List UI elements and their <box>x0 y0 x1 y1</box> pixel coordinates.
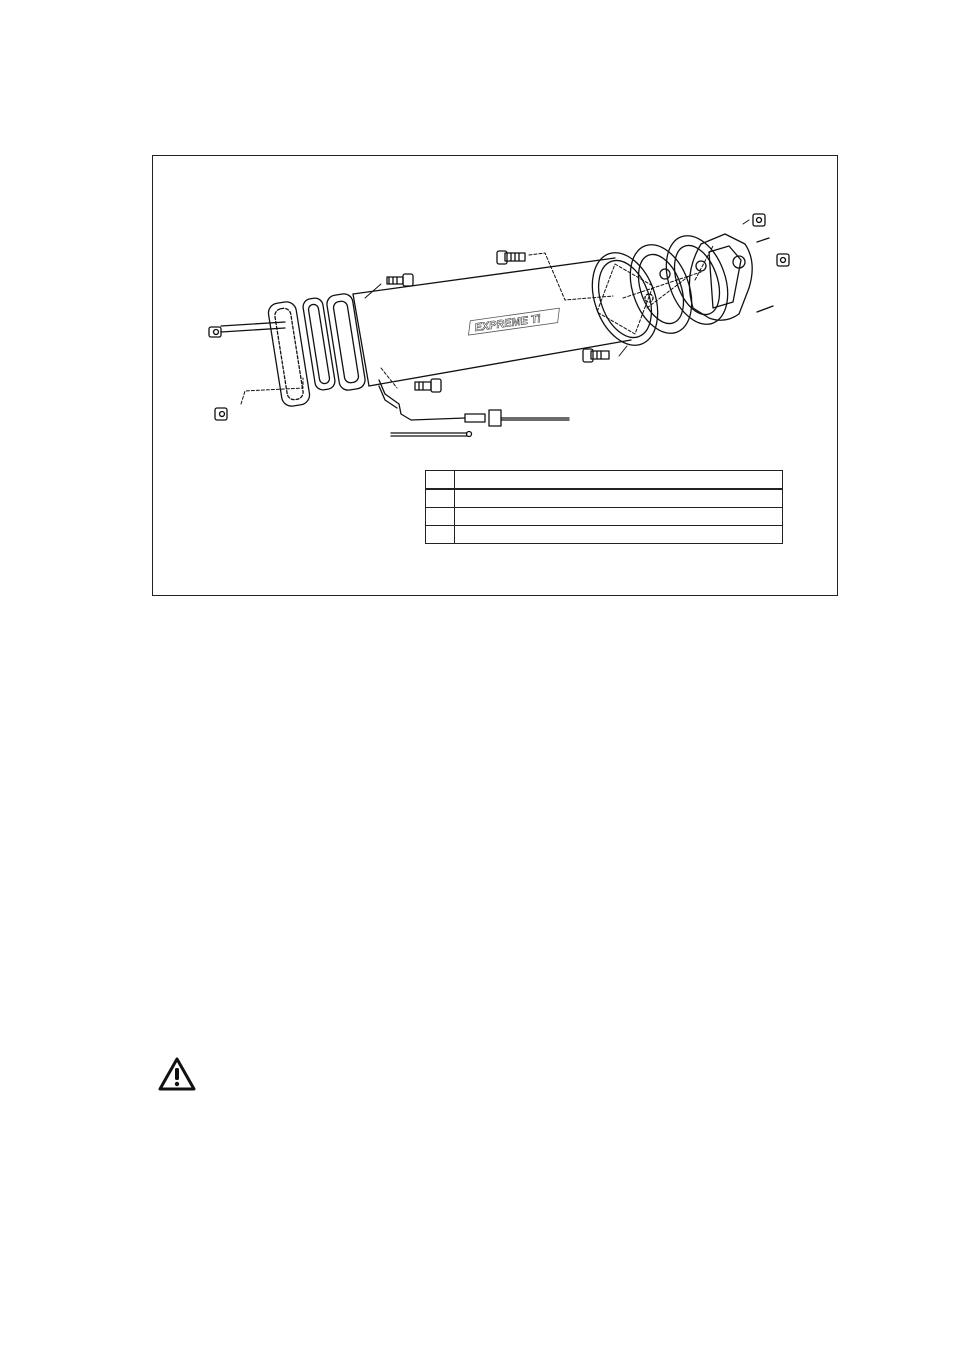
parts-table <box>425 470 783 544</box>
lower-mount-bolt-icon <box>415 379 441 392</box>
figure-frame <box>152 155 838 596</box>
right-mating-flange <box>689 234 752 320</box>
left-rod <box>221 322 285 332</box>
center-top-bolt-icon <box>497 251 525 264</box>
table-cell-name <box>455 508 783 526</box>
table-cell-name <box>455 526 783 544</box>
right-lower-bolt-icon <box>583 349 609 362</box>
right-flange-gasket-3 <box>655 227 739 333</box>
brand-logo <box>467 308 562 335</box>
cable-tie-icon <box>391 432 472 437</box>
parts-table-header-no <box>426 471 455 490</box>
table-row <box>426 526 783 544</box>
left-upper-nut-icon <box>209 327 221 337</box>
right-flange-gasket-2 <box>619 236 703 342</box>
table-cell-no <box>426 526 455 544</box>
table-row <box>426 489 783 508</box>
right-side-nut-icon <box>777 254 789 266</box>
left-top-bolt-icon <box>387 274 413 286</box>
parts-table-header <box>426 471 783 490</box>
table-cell-no <box>426 508 455 526</box>
right-exhaust-pipe <box>757 238 773 312</box>
warning-triangle-icon <box>157 1056 197 1092</box>
brand-logo-text: EXPREME Ti <box>473 312 542 335</box>
table-cell-no <box>426 489 455 508</box>
sensor-wire <box>379 380 569 426</box>
left-lower-nut-icon <box>215 408 227 420</box>
table-cell-name <box>455 489 783 508</box>
table-row <box>426 508 783 526</box>
right-flange-1 <box>580 244 669 355</box>
parts-table-header-name <box>455 471 783 490</box>
left-flange-gasket-3 <box>326 293 367 392</box>
right-upper-nut-icon <box>753 214 765 226</box>
